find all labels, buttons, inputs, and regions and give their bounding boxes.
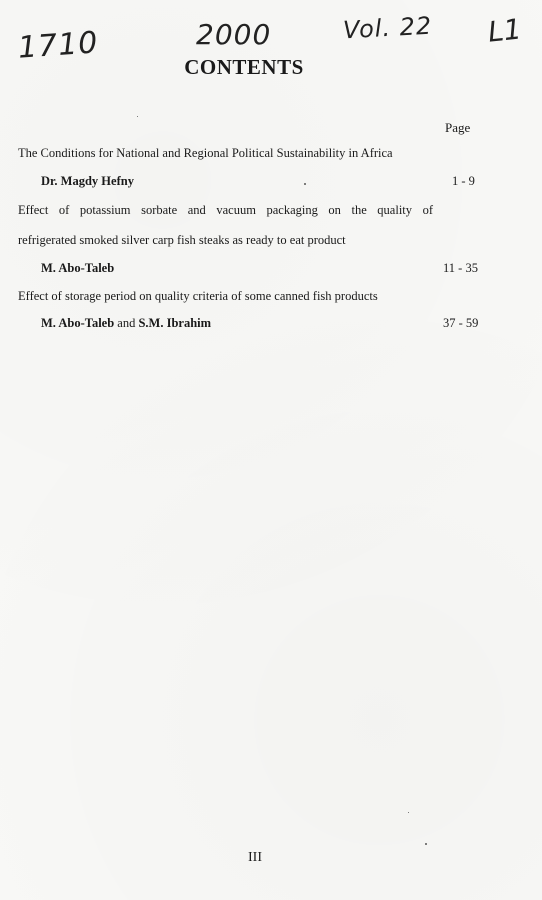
entry-2-title-line-2: refrigerated smoked silver carp fish steaks as ready to eat product [18,233,346,247]
entry-3-pages: 37 - 59 [443,316,479,330]
page-title: CONTENTS [184,55,304,79]
entry-2-author-name: M. Abo-Taleb [41,261,115,275]
handwritten-volume: Vol. 22 [342,11,433,45]
entry-3-title-line-1: Effect of storage period on quality criteria of some canned fish products [18,289,378,303]
entry-2-author [41,261,114,276]
scan-speck [304,183,306,185]
handwritten-mark: L1 [486,12,524,49]
entry-3-author-1: M. Abo-Taleb [41,316,115,330]
scan-speck [137,116,138,117]
entry-1-pages: 1 - 9 [452,174,475,188]
entry-3-author-2: S.M. Ibrahim [138,316,212,330]
entry-1-title-line-1: The Conditions for National and Regional Political Sustainability in Africa [18,146,393,160]
entry-1-author [41,174,134,189]
entry-2-title-line-1: Effect of potassium sorbate and vacuum packaging on the quality of [18,203,433,217]
entry-3-authors [41,316,211,331]
footer-page-number: III [248,850,262,865]
scan-speck [408,812,409,813]
page-column-label: Page [445,120,471,135]
entry-3-author-conjunction: and [114,316,139,330]
handwritten-catalog-number: 1710 [16,25,100,66]
handwritten-year: 2000 [196,18,272,51]
entry-2-pages: 11 - 35 [443,261,478,275]
entry-1-author-name: Dr. Magdy Hefny [41,174,134,188]
scan-speck [425,843,427,845]
